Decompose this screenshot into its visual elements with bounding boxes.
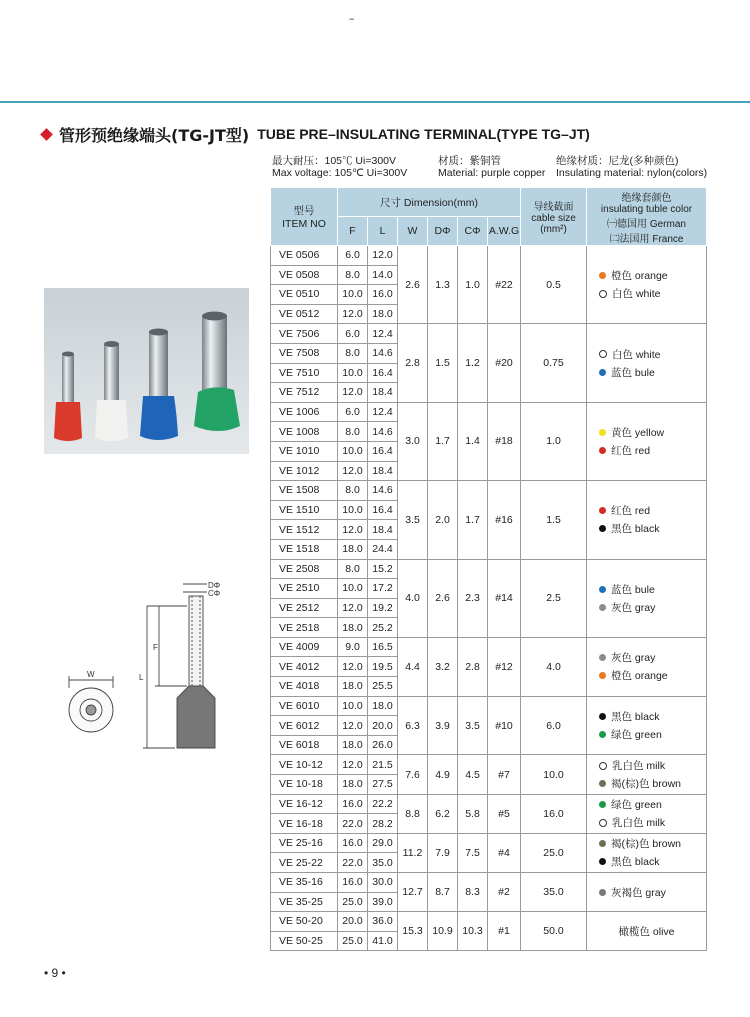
header-f: F <box>338 217 368 246</box>
color-option <box>599 796 706 814</box>
cable-size-cell: 1.5 <box>521 481 587 559</box>
spec-max-cn: 最大耐压：105℃ Ui=300V <box>272 155 397 167</box>
header-color-en: insulating tuble color <box>600 203 693 215</box>
f-cell: 20.0 <box>338 912 368 932</box>
color-swatch-icon <box>599 713 606 720</box>
f-cell: 10.0 <box>338 363 368 383</box>
c-cell: 8.3 <box>458 873 488 912</box>
spec-material-cn: 材质：紫铜管 <box>438 155 501 167</box>
f-cell: 22.0 <box>338 853 368 873</box>
table-row <box>271 912 707 932</box>
f-cell: 8.0 <box>338 422 368 442</box>
f-cell: 10.0 <box>338 500 368 520</box>
color-swatch-icon <box>599 672 606 679</box>
color-label: 橄榄色 olive <box>618 925 675 938</box>
d-cell: 1.3 <box>428 246 458 324</box>
l-cell: 25.2 <box>368 618 398 638</box>
item-no-cell: VE 1008 <box>271 422 338 442</box>
color-option <box>599 922 706 940</box>
cable-size-cell: 6.0 <box>521 696 587 755</box>
color-option <box>599 726 706 744</box>
color-cell <box>587 833 707 872</box>
diagram-f-label: F <box>153 643 158 652</box>
awg-cell: #10 <box>488 696 521 755</box>
cable-size-cell: 50.0 <box>521 912 587 951</box>
l-cell: 18.4 <box>368 461 398 481</box>
cable-size-cell: 16.0 <box>521 794 587 833</box>
w-cell: 2.6 <box>398 246 428 324</box>
color-cell <box>587 246 707 324</box>
l-cell: 16.4 <box>368 500 398 520</box>
f-cell: 16.0 <box>338 873 368 893</box>
l-cell: 14.6 <box>368 343 398 363</box>
l-cell: 28.2 <box>368 814 398 834</box>
table-row <box>271 246 707 266</box>
f-cell: 16.0 <box>338 794 368 814</box>
product-photo <box>44 288 249 454</box>
f-cell: 12.0 <box>338 755 368 775</box>
color-option <box>599 267 706 285</box>
color-cell <box>587 637 707 696</box>
header-section-unit: (mm²) <box>540 224 567 235</box>
color-option <box>599 835 706 853</box>
l-cell: 12.4 <box>368 324 398 344</box>
diamond-bullet-icon <box>40 128 53 141</box>
table-row <box>271 833 707 853</box>
color-label: 黑色 black <box>611 523 660 536</box>
d-cell: 2.6 <box>428 559 458 637</box>
l-cell: 19.5 <box>368 657 398 677</box>
color-swatch-icon <box>599 654 606 661</box>
awg-cell: #7 <box>488 755 521 794</box>
c-cell: 1.7 <box>458 481 488 559</box>
l-cell: 15.2 <box>368 559 398 579</box>
c-cell: 10.3 <box>458 912 488 951</box>
item-no-cell: VE 1508 <box>271 481 338 501</box>
item-no-cell: VE 7510 <box>271 363 338 383</box>
f-cell: 12.0 <box>338 657 368 677</box>
f-cell: 10.0 <box>338 441 368 461</box>
f-cell: 10.0 <box>338 579 368 599</box>
d-cell: 8.7 <box>428 873 458 912</box>
color-cell <box>587 402 707 480</box>
color-swatch-icon <box>599 889 606 896</box>
awg-cell: #1 <box>488 912 521 951</box>
item-no-cell: VE 1012 <box>271 461 338 481</box>
color-label: 蓝色 bule <box>611 583 655 596</box>
item-no-cell: VE 2512 <box>271 598 338 618</box>
header-c: CΦ <box>458 217 488 246</box>
l-cell: 12.0 <box>368 246 398 266</box>
cable-size-cell: 35.0 <box>521 873 587 912</box>
f-cell: 8.0 <box>338 265 368 285</box>
color-option <box>599 363 706 381</box>
item-no-cell: VE 35-25 <box>271 892 338 912</box>
c-cell: 3.5 <box>458 696 488 755</box>
color-cell <box>587 559 707 637</box>
l-cell: 39.0 <box>368 892 398 912</box>
item-no-cell: VE 10-18 <box>271 775 338 795</box>
cable-size-cell: 4.0 <box>521 637 587 696</box>
item-no-cell: VE 0512 <box>271 304 338 324</box>
color-option <box>599 580 706 598</box>
w-cell: 7.6 <box>398 755 428 794</box>
table-row <box>271 324 707 344</box>
f-cell: 10.0 <box>338 285 368 305</box>
header-divider <box>0 101 750 103</box>
f-cell: 12.0 <box>338 598 368 618</box>
l-cell: 16.5 <box>368 637 398 657</box>
awg-cell: #5 <box>488 794 521 833</box>
w-cell: 12.7 <box>398 873 428 912</box>
cable-size-cell: 25.0 <box>521 833 587 872</box>
item-no-cell: VE 0510 <box>271 285 338 305</box>
item-no-cell: VE 25-16 <box>271 833 338 853</box>
f-cell: 12.0 <box>338 304 368 324</box>
l-cell: 17.2 <box>368 579 398 599</box>
l-cell: 16.4 <box>368 363 398 383</box>
d-cell: 3.2 <box>428 637 458 696</box>
awg-cell: #22 <box>488 246 521 324</box>
f-cell: 8.0 <box>338 343 368 363</box>
f-cell: 12.0 <box>338 461 368 481</box>
title-english: TUBE PRE–INSULATING TERMINAL(TYPE TG–JT) <box>257 126 590 142</box>
header-w: W <box>398 217 428 246</box>
color-option <box>599 775 706 793</box>
color-label: 绿色 green <box>611 729 662 742</box>
item-no-cell: VE 1510 <box>271 500 338 520</box>
color-option <box>599 883 706 901</box>
color-label: 灰褐色 gray <box>611 886 666 899</box>
color-swatch-icon <box>599 429 606 436</box>
header-mark: – <box>349 12 355 25</box>
d-cell: 1.7 <box>428 402 458 480</box>
color-swatch-icon <box>599 819 607 827</box>
color-label: 橙色 orange <box>611 670 668 683</box>
item-no-cell: VE 7512 <box>271 383 338 403</box>
f-cell: 18.0 <box>338 618 368 638</box>
color-option <box>599 853 706 871</box>
color-swatch-icon <box>599 290 607 298</box>
item-no-cell: VE 7506 <box>271 324 338 344</box>
f-cell: 22.0 <box>338 814 368 834</box>
color-cell <box>587 481 707 559</box>
item-no-cell: VE 1518 <box>271 539 338 559</box>
item-no-cell: VE 1006 <box>271 402 338 422</box>
item-no-cell: VE 6012 <box>271 716 338 736</box>
w-cell: 15.3 <box>398 912 428 951</box>
awg-cell: #4 <box>488 833 521 872</box>
header-color-cn: 绝缘套颜色 <box>621 192 672 204</box>
color-cell <box>587 324 707 402</box>
item-no-cell: VE 50-25 <box>271 931 338 951</box>
color-option <box>599 441 706 459</box>
c-cell: 2.8 <box>458 637 488 696</box>
spec-insulation-en: Insulating material: nylon(colors) <box>556 167 708 179</box>
f-cell: 8.0 <box>338 559 368 579</box>
l-cell: 27.5 <box>368 775 398 795</box>
color-swatch-icon <box>599 731 606 738</box>
spec-insulation-cn: 绝缘材质：尼龙(多种颜色) <box>556 155 679 167</box>
w-cell: 11.2 <box>398 833 428 872</box>
color-option <box>599 520 706 538</box>
dimension-diagram <box>55 580 255 760</box>
color-label: 乳白色 milk <box>612 760 666 773</box>
f-cell: 16.0 <box>338 833 368 853</box>
c-cell: 1.2 <box>458 324 488 402</box>
f-cell: 12.0 <box>338 383 368 403</box>
item-no-cell: VE 50-20 <box>271 912 338 932</box>
f-cell: 6.0 <box>338 402 368 422</box>
w-cell: 4.4 <box>398 637 428 696</box>
l-cell: 36.0 <box>368 912 398 932</box>
diagram-c-label: CΦ <box>208 589 221 598</box>
table-row <box>271 794 707 814</box>
header-color-de: ㈠德国用 German <box>607 218 686 230</box>
item-no-cell: VE 0508 <box>271 265 338 285</box>
l-cell: 18.0 <box>368 696 398 716</box>
item-no-cell: VE 6010 <box>271 696 338 716</box>
d-cell: 3.9 <box>428 696 458 755</box>
l-cell: 19.2 <box>368 598 398 618</box>
diagram-w-label: W <box>87 670 95 679</box>
color-option <box>599 285 706 303</box>
color-swatch-icon <box>599 350 607 358</box>
color-swatch-icon <box>599 858 606 865</box>
color-cell <box>587 794 707 833</box>
f-cell: 10.0 <box>338 696 368 716</box>
cable-size-cell: 1.0 <box>521 402 587 480</box>
l-cell: 26.0 <box>368 735 398 755</box>
header-dimension: 尺寸 Dimension(mm) <box>338 188 521 217</box>
awg-cell: #2 <box>488 873 521 912</box>
cable-size-cell: 2.5 <box>521 559 587 637</box>
d-cell: 2.0 <box>428 481 458 559</box>
item-no-cell: VE 2518 <box>271 618 338 638</box>
c-cell: 7.5 <box>458 833 488 872</box>
table-row <box>271 481 707 501</box>
item-no-cell: VE 35-16 <box>271 873 338 893</box>
header-color <box>587 188 707 246</box>
f-cell: 12.0 <box>338 716 368 736</box>
w-cell: 6.3 <box>398 696 428 755</box>
color-cell <box>587 696 707 755</box>
f-cell: 25.0 <box>338 892 368 912</box>
item-no-cell: VE 16-12 <box>271 794 338 814</box>
c-cell: 2.3 <box>458 559 488 637</box>
color-option <box>599 598 706 616</box>
item-no-cell: VE 4018 <box>271 677 338 697</box>
awg-cell: #14 <box>488 559 521 637</box>
color-option <box>599 667 706 685</box>
f-cell: 6.0 <box>338 324 368 344</box>
l-cell: 16.0 <box>368 285 398 305</box>
header-item-en: ITEM NO <box>282 218 326 230</box>
page-title <box>42 123 590 145</box>
table-row <box>271 873 707 893</box>
color-swatch-icon <box>599 604 606 611</box>
color-option <box>599 502 706 520</box>
l-cell: 25.5 <box>368 677 398 697</box>
title-chinese: 管形预绝缘端头(TG-JT型) <box>59 125 250 145</box>
color-swatch-icon <box>599 840 606 847</box>
color-label: 白色 white <box>612 288 661 301</box>
l-cell: 22.2 <box>368 794 398 814</box>
item-no-cell: VE 1512 <box>271 520 338 540</box>
table-row <box>271 402 707 422</box>
f-cell: 6.0 <box>338 246 368 266</box>
d-cell: 6.2 <box>428 794 458 833</box>
f-cell: 9.0 <box>338 637 368 657</box>
w-cell: 8.8 <box>398 794 428 833</box>
header-d: DΦ <box>428 217 458 246</box>
l-cell: 14.0 <box>368 265 398 285</box>
color-option <box>599 649 706 667</box>
item-no-cell: VE 7508 <box>271 343 338 363</box>
d-cell: 10.9 <box>428 912 458 951</box>
color-label: 绿色 green <box>611 799 662 812</box>
c-cell: 4.5 <box>458 755 488 794</box>
f-cell: 8.0 <box>338 481 368 501</box>
color-swatch-icon <box>599 762 607 770</box>
item-no-cell: VE 2508 <box>271 559 338 579</box>
color-option <box>599 423 706 441</box>
table-row <box>271 755 707 775</box>
color-label: 褐(棕)色 brown <box>611 778 682 791</box>
header-l: L <box>368 217 398 246</box>
l-cell: 41.0 <box>368 931 398 951</box>
header-cable-size <box>521 188 587 246</box>
awg-cell: #20 <box>488 324 521 402</box>
l-cell: 16.4 <box>368 441 398 461</box>
l-cell: 14.6 <box>368 422 398 442</box>
w-cell: 3.5 <box>398 481 428 559</box>
l-cell: 12.4 <box>368 402 398 422</box>
l-cell: 18.0 <box>368 304 398 324</box>
item-no-cell: VE 2510 <box>271 579 338 599</box>
color-swatch-icon <box>599 369 606 376</box>
color-option <box>599 345 706 363</box>
table-row <box>271 637 707 657</box>
awg-cell: #16 <box>488 481 521 559</box>
l-cell: 30.0 <box>368 873 398 893</box>
page-header <box>0 0 750 101</box>
color-label: 灰色 gray <box>611 601 656 614</box>
color-label: 黄色 yellow <box>611 426 665 439</box>
color-cell <box>587 873 707 912</box>
item-no-cell: VE 0506 <box>271 246 338 266</box>
l-cell: 20.0 <box>368 716 398 736</box>
spec-table <box>270 187 707 951</box>
diagram-l-label: L <box>139 673 144 682</box>
c-cell: 1.0 <box>458 246 488 324</box>
item-no-cell: VE 1010 <box>271 441 338 461</box>
page-number: • 9 • <box>44 966 66 980</box>
d-cell: 7.9 <box>428 833 458 872</box>
color-swatch-icon <box>599 272 606 279</box>
spec-max-en: Max voltage: 105℃ Ui=300V <box>272 167 408 179</box>
w-cell: 4.0 <box>398 559 428 637</box>
color-option <box>599 757 706 775</box>
cable-size-cell: 10.0 <box>521 755 587 794</box>
cable-size-cell: 0.5 <box>521 246 587 324</box>
item-no-cell: VE 6018 <box>271 735 338 755</box>
l-cell: 24.4 <box>368 539 398 559</box>
item-no-cell: VE 4012 <box>271 657 338 677</box>
color-label: 褐(棕)色 brown <box>611 838 682 851</box>
header-color-fr: ㈡法国用 France <box>609 233 684 245</box>
l-cell: 35.0 <box>368 853 398 873</box>
color-swatch-icon <box>599 525 606 532</box>
c-cell: 5.8 <box>458 794 488 833</box>
header-section-cn: 导线截面 <box>533 202 574 213</box>
f-cell: 18.0 <box>338 735 368 755</box>
f-cell: 18.0 <box>338 539 368 559</box>
color-swatch-icon <box>599 507 606 514</box>
header-item-cn: 型号 <box>293 205 315 217</box>
color-label: 黑色 black <box>611 856 660 869</box>
w-cell: 3.0 <box>398 402 428 480</box>
l-cell: 14.6 <box>368 481 398 501</box>
f-cell: 25.0 <box>338 931 368 951</box>
item-no-cell: VE 10-12 <box>271 755 338 775</box>
color-label: 红色 red <box>611 505 651 518</box>
awg-cell: #12 <box>488 637 521 696</box>
color-option <box>599 814 706 832</box>
color-label: 红色 red <box>611 444 651 457</box>
table-row <box>271 696 707 716</box>
header-section-en: cable size <box>531 213 576 224</box>
color-swatch-icon <box>599 780 606 787</box>
color-swatch-icon <box>599 801 606 808</box>
l-cell: 29.0 <box>368 833 398 853</box>
item-no-cell: VE 4009 <box>271 637 338 657</box>
color-label: 蓝色 bule <box>611 366 655 379</box>
item-no-cell: VE 25-22 <box>271 853 338 873</box>
color-option <box>599 708 706 726</box>
color-swatch-icon <box>599 586 606 593</box>
header-awg: A.W.G <box>488 217 521 246</box>
awg-cell: #18 <box>488 402 521 480</box>
item-no-cell: VE 16-18 <box>271 814 338 834</box>
l-cell: 18.4 <box>368 520 398 540</box>
f-cell: 18.0 <box>338 677 368 697</box>
l-cell: 21.5 <box>368 755 398 775</box>
color-label: 白色 white <box>612 348 661 361</box>
l-cell: 18.4 <box>368 383 398 403</box>
color-label: 乳白色 milk <box>612 817 666 830</box>
diagram-d-label: DΦ <box>208 581 221 590</box>
d-cell: 1.5 <box>428 324 458 402</box>
cable-size-cell: 0.75 <box>521 324 587 402</box>
f-cell: 12.0 <box>338 520 368 540</box>
color-cell <box>587 755 707 794</box>
c-cell: 1.4 <box>458 402 488 480</box>
color-label: 橙色 orange <box>611 270 668 283</box>
f-cell: 18.0 <box>338 775 368 795</box>
color-swatch-icon <box>599 447 606 454</box>
w-cell: 2.8 <box>398 324 428 402</box>
header-item <box>271 188 338 246</box>
color-label: 灰色 gray <box>611 652 656 665</box>
spec-material-en: Material: purple copper <box>438 167 546 179</box>
color-label: 黑色 black <box>611 711 660 724</box>
color-cell <box>587 912 707 951</box>
table-row <box>271 559 707 579</box>
d-cell: 4.9 <box>428 755 458 794</box>
